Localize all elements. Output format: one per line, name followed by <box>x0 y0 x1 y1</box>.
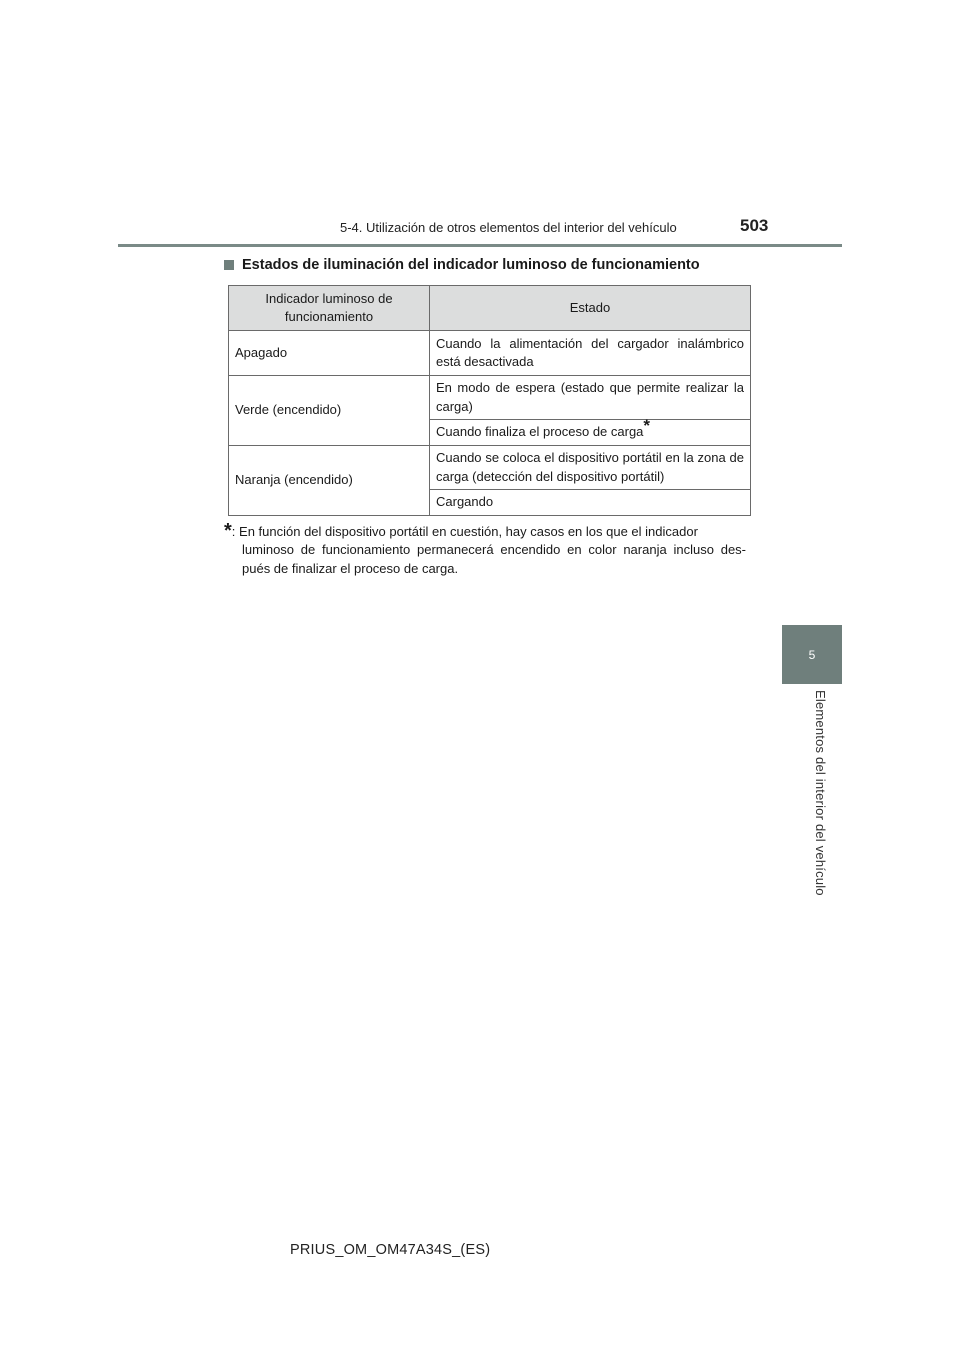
chapter-label: Elementos del interior del vehículo <box>813 690 828 896</box>
footnote-asterisk-icon: * <box>643 416 651 436</box>
indicator-cell: Apagado <box>229 331 430 376</box>
table-row <box>229 331 751 376</box>
section-heading-text: Estados de iluminación del indicador luminoso de funcionamiento <box>242 257 700 273</box>
table-row <box>229 376 751 420</box>
indicator-cell: Verde (encendido) <box>229 376 430 446</box>
indicator-status-table <box>228 285 751 516</box>
footnote-text-rest: luminoso de funcionamiento permanecerá encendido en color naranja incluso des- pués de finalizar el proceso de carga. <box>242 542 746 576</box>
state-cell: Cargando <box>430 490 751 516</box>
table-header-row <box>229 286 751 331</box>
column-header-indicator: Indicador luminoso de funcionamiento <box>229 286 430 331</box>
footnote-mark: * <box>224 520 232 542</box>
square-bullet-icon <box>224 260 234 270</box>
state-cell: Cuando la alimentación del cargador inalámbrico está desactivada <box>430 331 751 376</box>
running-header: 5-4. Utilización de otros elementos del interior del vehículo <box>340 220 677 235</box>
column-header-state: Estado <box>430 286 751 331</box>
footnote-text-start: : En función del dispositivo portátil en cuestión, hay casos en los que el indicador <box>231 524 698 539</box>
state-text: Cuando finaliza el proceso de carga <box>436 424 644 440</box>
footnote-first-line <box>224 520 746 542</box>
header-divider <box>118 244 842 247</box>
chapter-number: 5 <box>808 647 816 662</box>
footnote <box>224 520 746 578</box>
state-cell <box>430 416 751 446</box>
chapter-tab <box>782 625 842 684</box>
section-heading <box>224 257 700 273</box>
page-number: 503 <box>740 216 769 235</box>
indicator-cell: Naranja (encendido) <box>229 446 430 516</box>
document-code: PRIUS_OM_OM47A34S_(ES) <box>290 1242 491 1258</box>
state-cell: En modo de espera (estado que permite realizar la carga) <box>430 376 751 420</box>
table-row <box>229 446 751 490</box>
state-cell: Cuando se coloca el dispositivo portátil en la zona de carga (detección del dispositivo portátil) <box>430 446 751 490</box>
